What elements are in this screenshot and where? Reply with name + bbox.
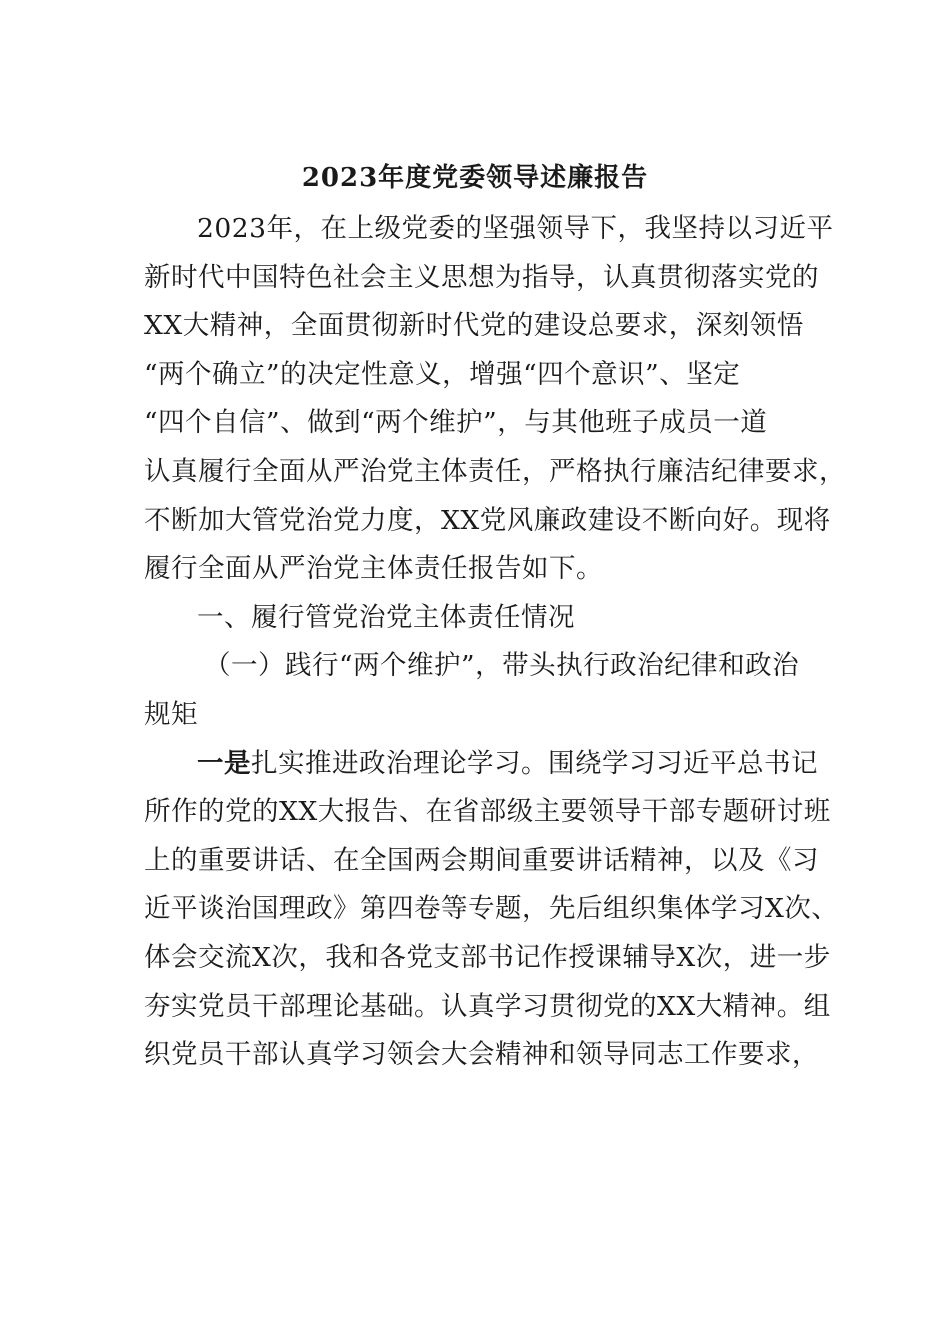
- paragraph-line: [144, 740, 818, 789]
- paragraph-line: “两个确立”的决定性意义，增强“四个意识”、坚定: [144, 358, 741, 390]
- subsection-heading-continued: 规矩: [144, 698, 198, 730]
- paragraph-line: 体会交流X次，我和各党支部书记作授课辅导X次，进一步: [144, 941, 831, 973]
- paragraph-line: XX大精神，全面贯彻新时代党的建设总要求，深刻领悟: [144, 310, 804, 342]
- document-title: 2023年度党委领导述廉报告: [301, 163, 649, 193]
- paragraph-line: 认真履行全面从严治党主体责任，严格执行廉洁纪律要求，: [144, 455, 846, 487]
- paragraph-line: 不断加大管党治党力度，XX党风廉政建设不断向好。现将: [144, 504, 831, 536]
- paragraph-line: 2023年，在上级党委的坚强领导下，我坚持以习近平: [197, 213, 834, 244]
- paragraph-line: 夯实党员干部理论基础。认真学习贯彻党的XX大精神。组: [144, 990, 831, 1022]
- paragraph-line: “四个自信”、做到“两个维护”，与其他班子成员一道: [144, 407, 768, 439]
- paragraph-line: 近平谈治国理政》第四卷等专题，先后组织集体学习X次、: [144, 893, 839, 925]
- paragraph-line: 所作的党的XX大报告、在省部级主要领导干部专题研讨班: [144, 796, 831, 828]
- paragraph-line: 上的重要讲话、在全国两会期间重要讲话精神，以及《习: [144, 844, 819, 876]
- paragraph-line: 新时代中国特色社会主义思想为指导，认真贯彻落实党的: [144, 261, 819, 293]
- paragraph-line: 织党员干部认真学习领会大会精神和领导同志工作要求，: [144, 1039, 819, 1071]
- subsection-heading: （一）践行“两个维护”，带头执行政治纪律和政治: [204, 650, 800, 682]
- paragraph-line-text: 扎实推进政治理论学习。围绕学习习近平总书记: [251, 747, 818, 779]
- document-body: [144, 205, 846, 1080]
- section-heading: 一、履行管党治党主体责任情况: [197, 601, 575, 633]
- paragraph-line: 履行全面从严治党主体责任报告如下。: [144, 553, 603, 585]
- lead-bold-text: 一是: [197, 747, 251, 779]
